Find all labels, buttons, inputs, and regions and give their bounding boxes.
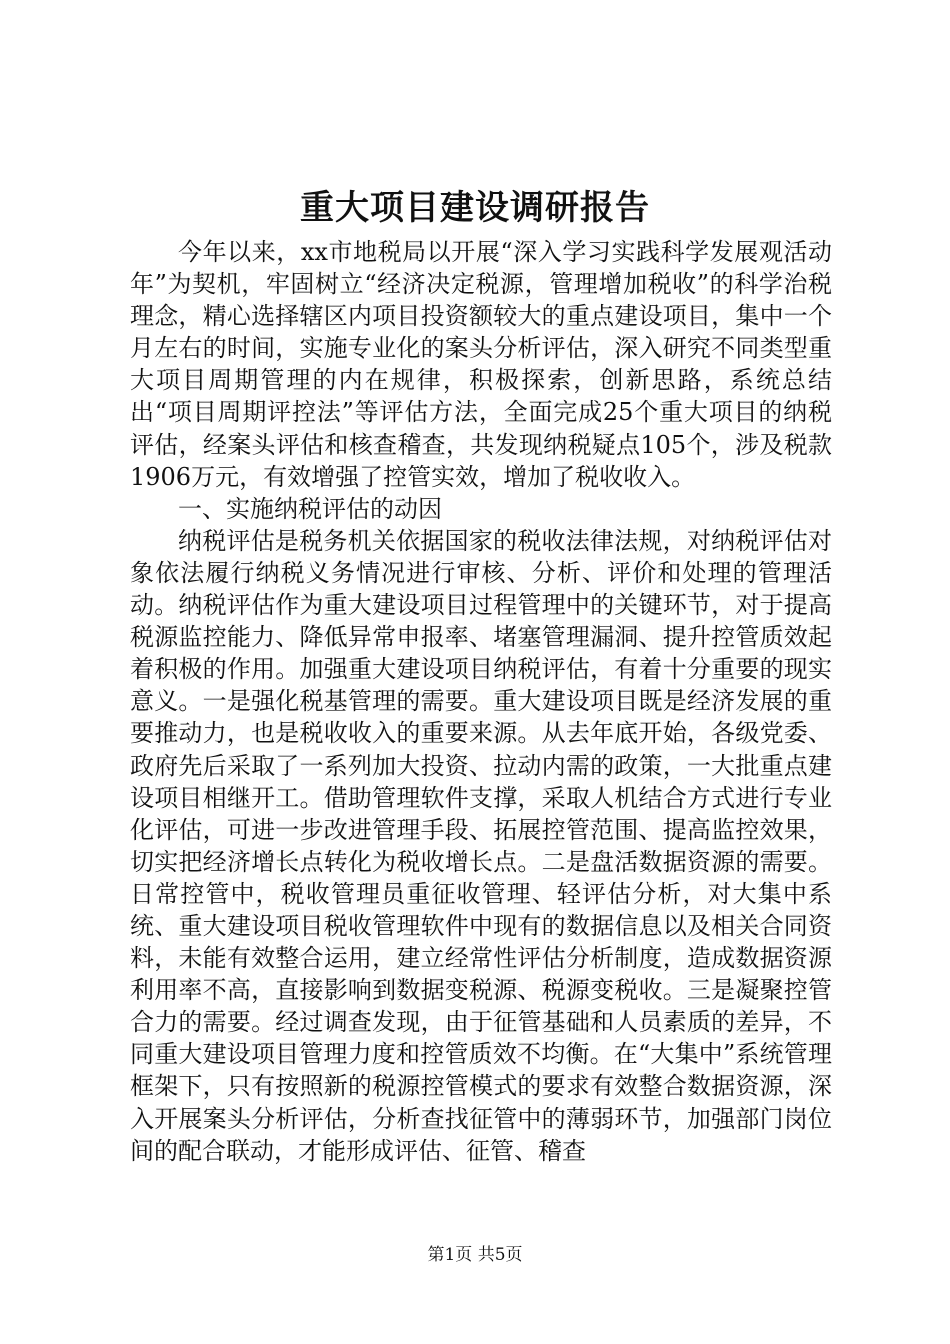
document-title: 重大项目建设调研报告 <box>300 188 650 228</box>
page-number: 第1页 共5页 <box>427 1245 523 1265</box>
section-heading: 一、实施纳税评估的动因 <box>178 494 442 523</box>
section-paragraph: 纳税评估是税务机关依据国家的税收法律法规，对纳税评估对象依法履行纳税义务情况进行审核、分析、评价和处理的管理活动。纳税评估作为重大建设项目过程管理中的关键环节，对于提高税源监控能力、降低异常申报率、堵塞管理漏洞、提升控管质效起着积极的作用。加强重大建设项目纳税评估，有着十分重要的现实意义。一是强化税基管理的需要。重大建设项目既是经济发展的重要推动力，也是税收收入的重要来源。从去年底开始，各级党委、政府先后采取了一系列加大投资、拉动内需的政策，一大批重点建设项目相继开工。借助管理软件支撑，采取人机结合方式进行专业化评估，可进一步改进管理手段、拓展控管范围、提高监控效果，切实把经济增长点转化为税收增长点。二是盘活数据资源的需要。日常控管中，税收管理员重征收管理、轻评估分析，对大集中系统、重大建设项目税收管理软件中现有的数据信息以及相关合同资料，未能有效整合运用，建立经常性评估分析制度，造成数据资源利用率不高，直接影响到数据变税源、税源变税收。三是凝聚控管合力的需要。经过调查发现，由于征管基础和人员素质的差异，不同重大建设项目管理力度和控管质效不均衡。在“大集中”系统管理框架下，只有按照新的税源控管模式的要求有效整合数据资源，深入开展案头分析评估，分析查找征管中的薄弱环节，加强部门岗位间的配合联动，才能形成评估、征管、稽查 <box>130 526 832 1165</box>
intro-paragraph: 今年以来，xx市地税局以开展“深入学习实践科学发展观活动年”为契机，牢固树立“经济决定税源，管理增加税收”的科学治税理念，精心选择辖区内项目投资额较大的重点建设项目，集中一个月左右的时间，实施专业化的案头分析评估，深入研究不同类型重大项目周期管理的内在规律，积极探索，创新思路，系统总结出“项目周期评控法”等评估方法，全面完成25个重大项目的纳税评估，经案头评估和核查稽查，共发现纳税疑点105个，涉及税款1906万元，有效增强了控管实效，增加了税收收入。 <box>130 238 832 491</box>
document-body <box>130 236 832 1167</box>
